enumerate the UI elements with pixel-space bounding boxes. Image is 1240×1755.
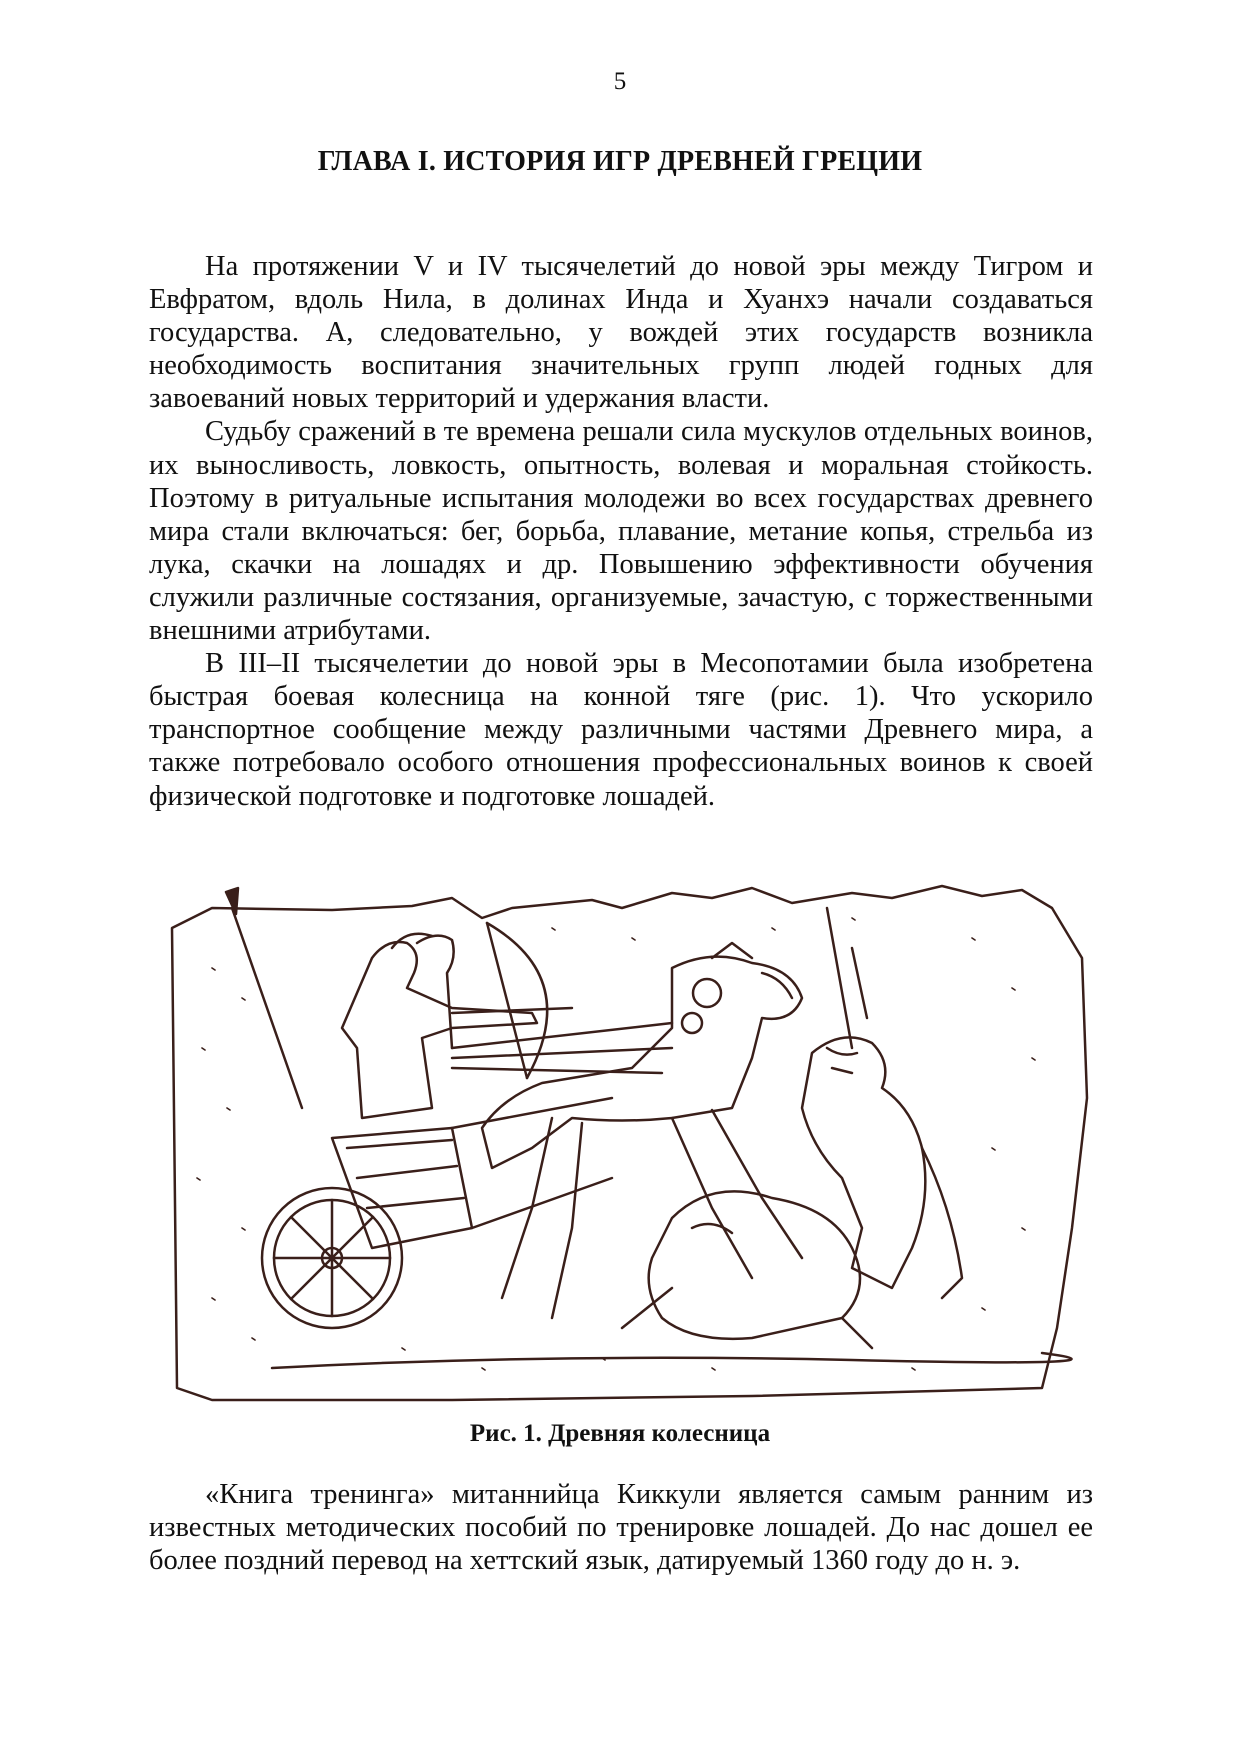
lion-falling xyxy=(649,1191,860,1339)
paragraph-1: На протяжении V и IV тысячелетий до новой эры между Тигром и Евфратом, вдоль Нила, в долинах Инда и Хуанхэ начали создаваться государства. А, следовательно, у вождей этих государств возникла необходимость воспитания значительных групп людей годных для завоеваний новых территорий и удержания власти. xyxy=(149,251,1093,415)
paragraph-3: В III–II тысячелетии до новой эры в Месопотамии была изобретена быстрая боевая колесница на конной тяге (рис. 1). Что ускорило транспортное сообщение между различными частями Древнего мира, а также потребовало особого отношения профессиональных воинов к своей физической подготовке и подготовке лошадей. xyxy=(149,648,1093,812)
figure-ancient-chariot xyxy=(152,848,1097,1413)
chapter-title: ГЛАВА I. ИСТОРИЯ ИГР ДРЕВНЕЙ ГРЕЦИИ xyxy=(317,146,923,177)
text-block-before-figure xyxy=(149,250,1093,813)
paragraph-4: «Книга тренинга» митаннийца Киккули является самым ранним из известных методических пособий по тренировке лошадей. До нас дошел ее более поздний перевод на хеттский язык, датируемый 1360 году до н. э. xyxy=(149,1479,1093,1577)
paragraph-2: Судьбу сражений в те времена решали сила мускулов отдельных воинов, их выносливость, ловкость, опытность, волевая и моральная стойкость. Поэтому в ритуальные испытания молодежи во всех государствах древнего мира стали включаться: бег, борьба, плавание, метание копья, стрельба из лука, скачки на лошадях и др. Повышению эффективности обучения служили различные состязания, организуемые, зачастую, с торжественными внешними атрибутами. xyxy=(149,416,1093,647)
archer xyxy=(342,942,537,1118)
driver xyxy=(417,936,454,1048)
page-number: 5 xyxy=(613,68,627,95)
spear xyxy=(232,908,302,1108)
lion-standing xyxy=(802,1037,925,1288)
text-block-after-figure xyxy=(149,1478,1093,1577)
chariot-relief-drawing xyxy=(152,848,1097,1413)
horse-front xyxy=(482,957,802,1168)
chariot-body xyxy=(332,1128,472,1248)
ground-line xyxy=(272,1353,1072,1368)
figure-caption: Рис. 1. Древняя колесница xyxy=(469,1420,771,1447)
horse-legs xyxy=(502,1110,802,1318)
